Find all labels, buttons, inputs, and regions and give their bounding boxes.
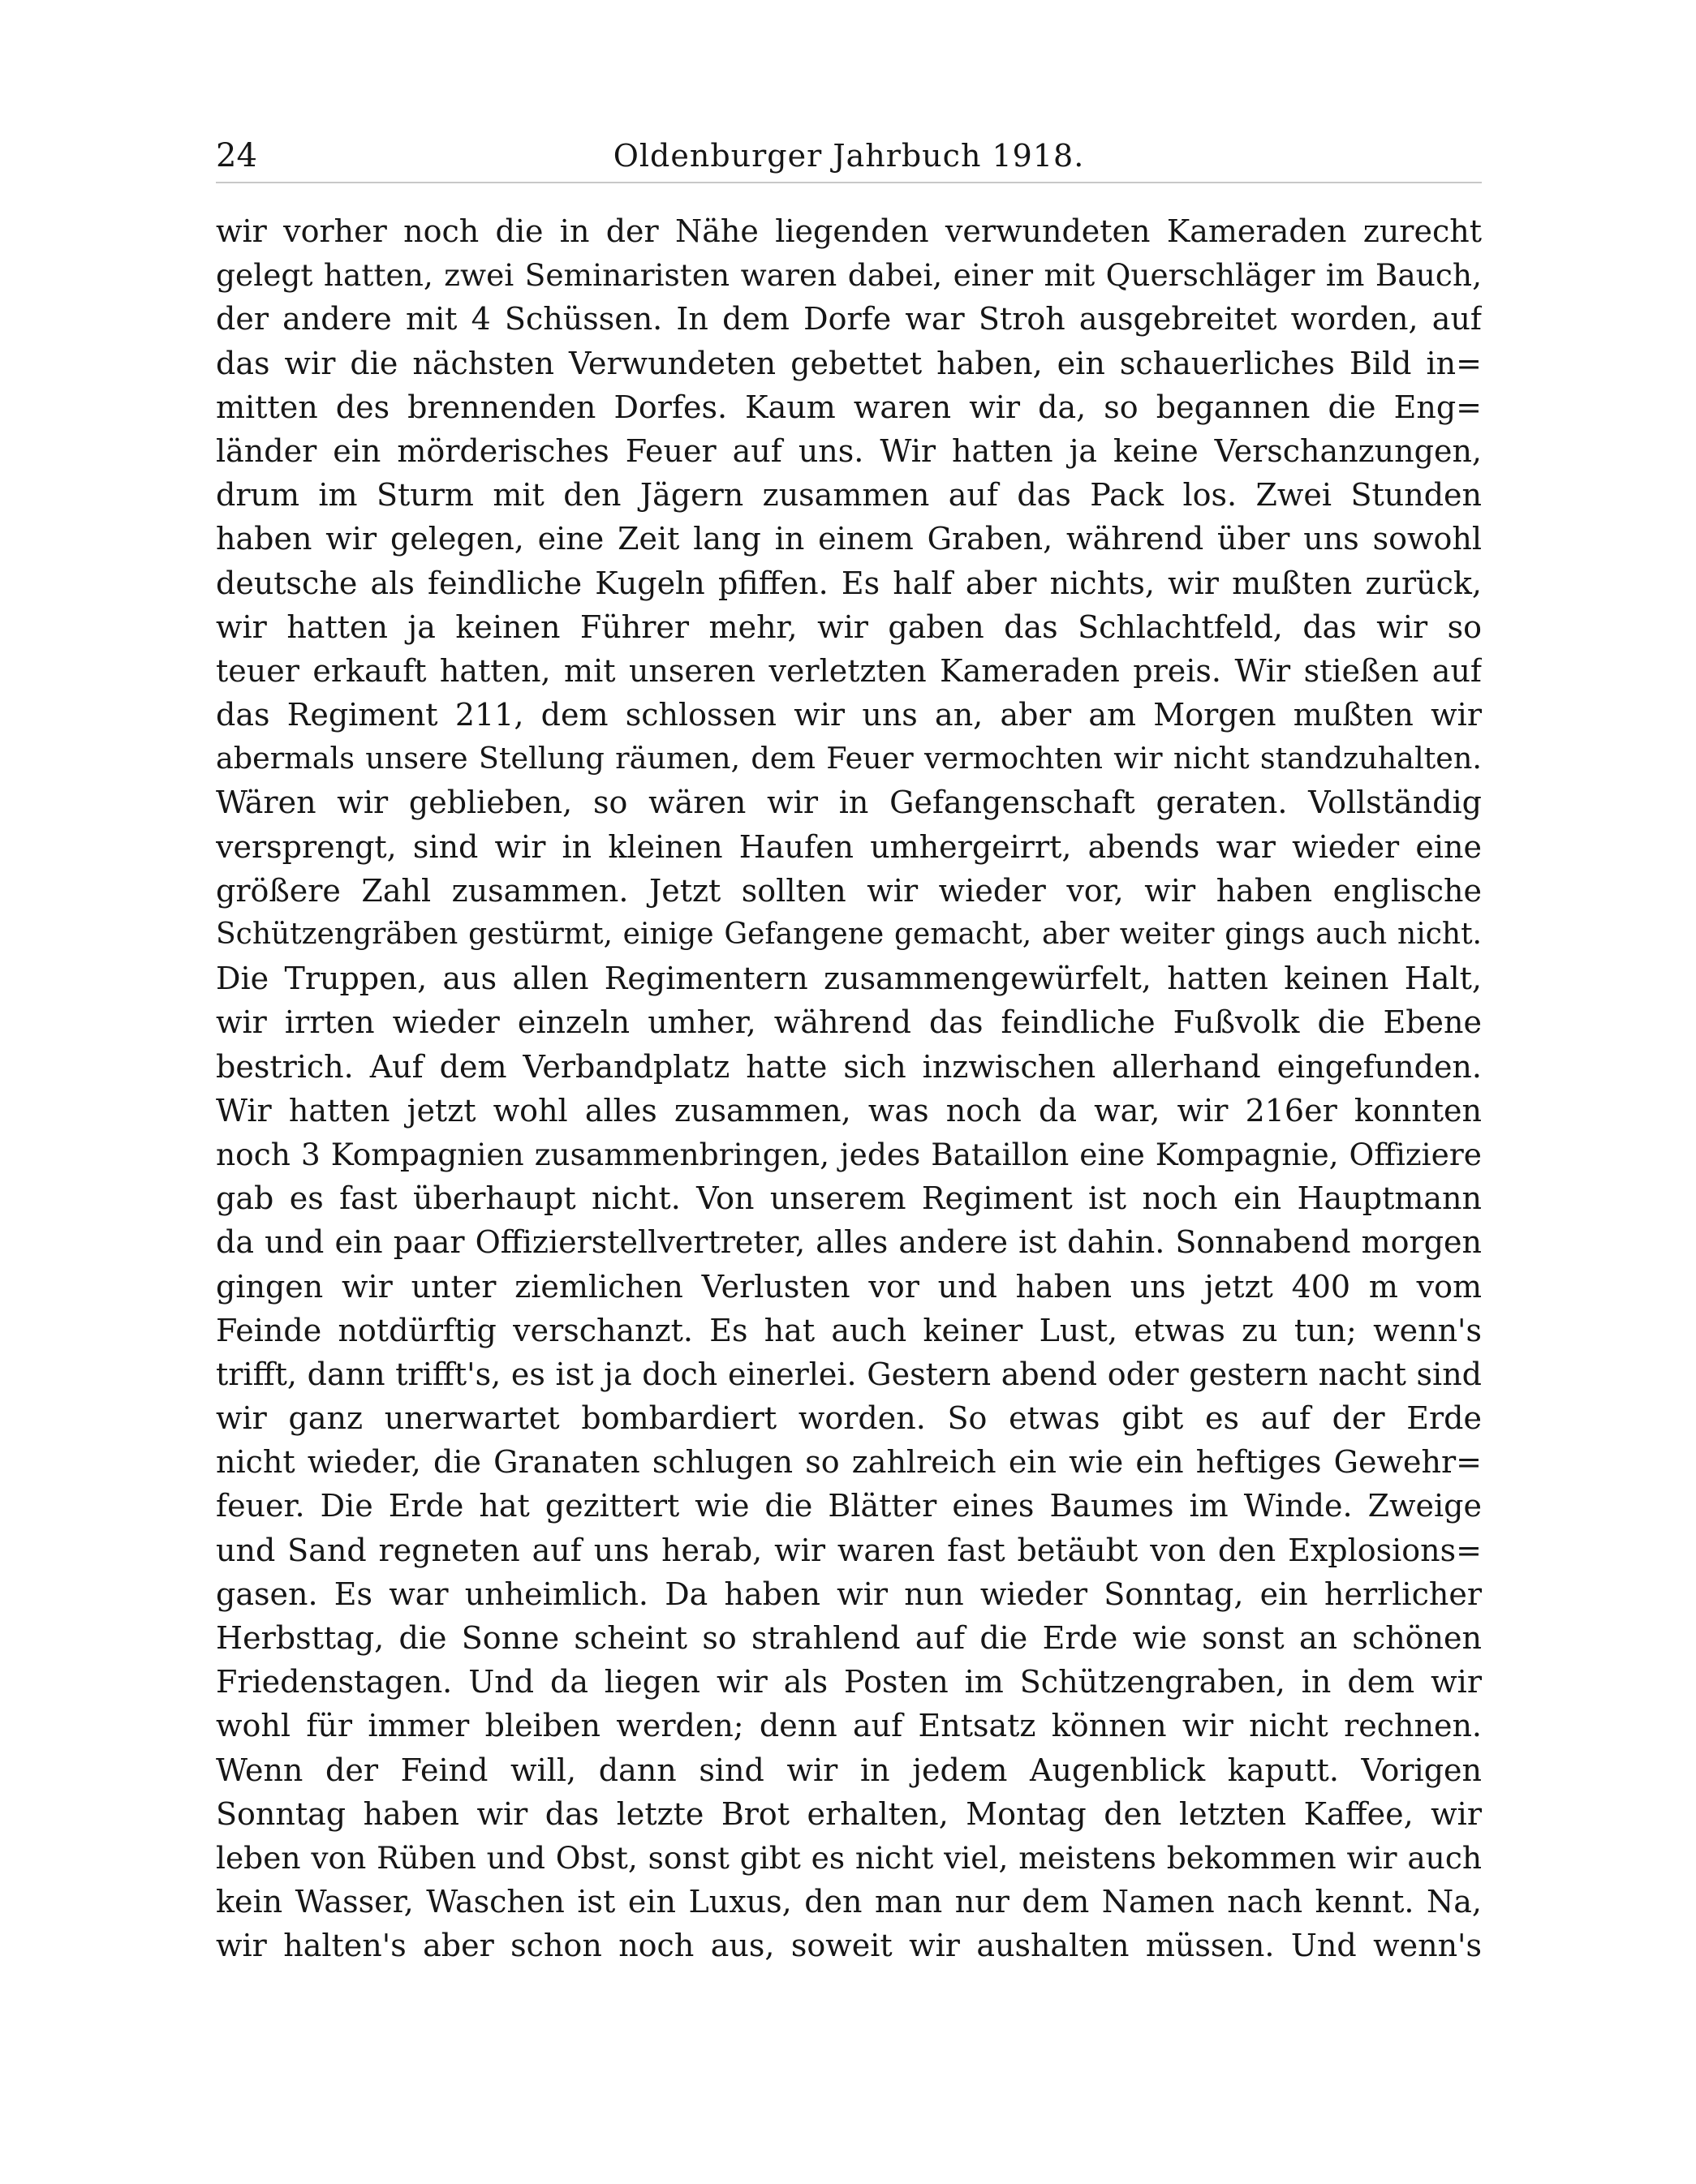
text-line: Die Truppen, aus allen Regimentern zusammengewürfelt, hatten keinen Halt, [216, 961, 1482, 997]
text-line: der andere mit 4 Schüssen. In dem Dorfe war Stroh ausgebreitet worden, auf [216, 301, 1482, 337]
text-line: gab es fast überhaupt nicht. Von unserem Regiment ist noch ein Hauptmann [216, 1180, 1482, 1217]
header-rule [216, 182, 1482, 183]
text-line: größere Zahl zusammen. Jetzt sollten wir wieder vor, wir haben englische [216, 872, 1482, 909]
text-line: Friedenstagen. Und da liegen wir als Posten im Schützengraben, in dem wir [216, 1664, 1482, 1700]
text-line: Feinde notdürftig verschanzt. Es hat auch keiner Lust, etwas zu tun; wenn's [216, 1312, 1482, 1348]
text-line: das wir die nächsten Verwundeten gebettet haben, ein schauerliches Bild in= [216, 345, 1482, 381]
text-line: Wären wir geblieben, so wären wir in Gefangenschaft geraten. Vollständig [216, 785, 1482, 821]
text-line: Schützengräben gestürmt, einige Gefangene gemacht, aber weiter gings auch nicht. [216, 918, 1482, 951]
running-title: Oldenburger Jahrbuch 1918. [613, 138, 1085, 174]
text-line: gasen. Es war unheimlich. Da haben wir nun wieder Sonntag, ein herrlicher [216, 1576, 1482, 1612]
text-line: und Sand regneten auf uns herab, wir waren fast betäubt von den Explosions= [216, 1532, 1482, 1568]
text-line: trifft, dann trifft's, es ist ja doch einerlei. Gestern abend oder gestern nacht sind [216, 1356, 1482, 1392]
text-line: gingen wir unter ziemlichen Verlusten vor und haben uns jetzt 400 m vom [216, 1268, 1482, 1305]
text-line: Sonntag haben wir das letzte Brot erhalten, Montag den letzten Kaffee, wir [216, 1795, 1482, 1832]
text-line: Wenn der Feind will, dann sind wir in jedem Augenblick kaputt. Vorigen [216, 1752, 1482, 1788]
text-line: abermals unsere Stellung räumen, dem Feuer vermochten wir nicht standzuhalten. [216, 741, 1482, 776]
text-line: da und ein paar Offizierstellvertreter, alles andere ist dahin. Sonnabend morgen [216, 1224, 1482, 1261]
text-line: haben wir gelegen, eine Zeit lang in einem Graben, während über uns sowohl [216, 521, 1482, 557]
text-line: teuer erkauft hatten, mit unseren verletzten Kameraden preis. Wir stießen auf [216, 652, 1482, 689]
text-line: wir hatten ja keinen Führer mehr, wir gaben das Schlachtfeld, das wir so [216, 608, 1482, 645]
text-line: deutsche als feindliche Kugeln pfiffen. Es half aber nichts, wir mußten zurück, [216, 565, 1482, 601]
text-line: wir ganz unerwartet bombardiert worden. So etwas gibt es auf der Erde [216, 1400, 1482, 1437]
text-line: nicht wieder, die Granaten schlugen so zahlreich ein wie ein heftiges Gewehr= [216, 1444, 1482, 1481]
text-line: wir irrten wieder einzeln umher, während das feindliche Fußvolk die Ebene [216, 1004, 1482, 1041]
text-line: noch 3 Kompagnien zusammenbringen, jedes Bataillon eine Kompagnie, Offiziere [216, 1136, 1482, 1172]
body-text [216, 209, 1482, 1968]
text-line: länder ein mörderisches Feuer auf uns. Wir hatten ja keine Verschanzungen, [216, 432, 1482, 469]
text-line: Wir hatten jetzt wohl alles zusammen, was noch da war, wir 216er konnten [216, 1092, 1482, 1129]
text-line: wir vorher noch die in der Nähe liegenden verwundeten Kameraden zurecht [216, 213, 1482, 249]
text-line: wir halten's aber schon noch aus, soweit wir aushalten müssen. Und wenn's [216, 1928, 1482, 1964]
text-line: drum im Sturm mit den Jägern zusammen auf das Pack los. Zwei Stunden [216, 477, 1482, 514]
text-line: gelegt hatten, zwei Seminaristen waren dabei, einer mit Querschläger im Bauch, [216, 257, 1482, 294]
text-line: kein Wasser, Waschen ist ein Luxus, den man nur dem Namen nach kennt. Na, [216, 1884, 1482, 1920]
text-line: wohl für immer bleiben werden; denn auf Entsatz können wir nicht rechnen. [216, 1708, 1482, 1744]
text-line: Herbsttag, die Sonne scheint so strahlend auf die Erde wie sonst an schönen [216, 1620, 1482, 1656]
page-header [216, 131, 1482, 180]
text-line: leben von Rüben und Obst, sonst gibt es nicht viel, meistens bekommen wir auch [216, 1839, 1482, 1876]
text-line: versprengt, sind wir in kleinen Haufen umhergeirrt, abends war wieder eine [216, 828, 1482, 865]
text-line: feuer. Die Erde hat gezittert wie die Blätter eines Baumes im Winde. Zweige [216, 1488, 1482, 1524]
page-number: 24 [216, 137, 257, 174]
text-line: das Regiment 211, dem schlossen wir uns an, aber am Morgen mußten wir [216, 697, 1482, 733]
text-line: mitten des brennenden Dorfes. Kaum waren wir da, so begannen die Eng= [216, 389, 1482, 425]
text-line: bestrich. Auf dem Verbandplatz hatte sich inzwischen allerhand eingefunden. [216, 1048, 1482, 1085]
